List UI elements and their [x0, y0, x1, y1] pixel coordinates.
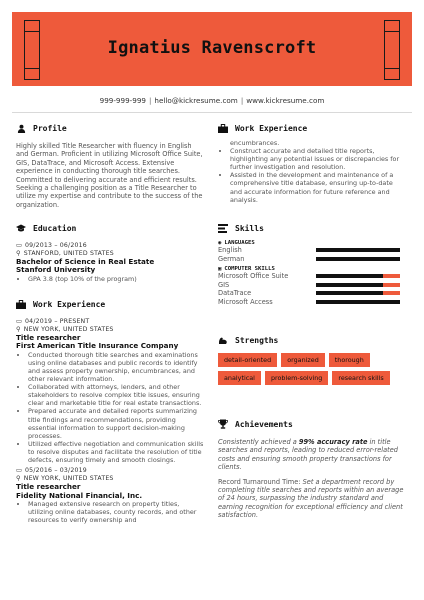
education-location: STANFORD, UNITED STATES [23, 250, 114, 257]
skill-bar-fill [383, 274, 400, 278]
section-title: Achievements [235, 419, 293, 429]
skill-row: Microsoft Access [218, 298, 406, 307]
list-item: • Utilized effective negotiation and communication skills to resolve disputes and facilitate the resolution of title defects, ensuring timely and smooth closings. [28, 440, 204, 464]
skill-row: German [218, 255, 406, 264]
person-icon [16, 123, 26, 133]
strength-tag: detail-oriented [218, 353, 277, 367]
strength-tag: analytical [218, 371, 261, 385]
section-title: Work Experience [33, 299, 106, 309]
list-item: • Prepared accurate and detailed reports summarizing title findings and recommendations, providing essential information to support decision-making processes. [28, 407, 204, 439]
muscle-icon [218, 335, 228, 345]
strength-tag: thorough [329, 353, 370, 367]
skill-bar-fill [383, 283, 400, 287]
calendar-icon: ▭ [16, 242, 23, 249]
degree: Bachelor of Science in Real Estate [16, 257, 155, 266]
profile-section [16, 122, 204, 209]
skill-bar [316, 300, 400, 304]
skill-row: GIS [218, 281, 406, 290]
work-experience-continued-section [218, 122, 406, 204]
section-title: Work Experience [235, 123, 308, 133]
skill-bar-fill [383, 291, 400, 295]
job-role: Title researcher [16, 333, 81, 342]
strengths-tags [218, 353, 398, 385]
phone: 999-999-999 [99, 96, 146, 105]
job-dates: 05/2016 – 03/2019 [25, 467, 87, 475]
job-role: Title researcher [16, 482, 81, 492]
bar-chart-icon [218, 223, 228, 233]
location-pin-icon: ⚲ [16, 250, 21, 257]
list-item: • Assisted in the development and maintenance of a comprehensive title database, ensuring up-to-date and accurate information for future reference and analysis. [230, 171, 406, 203]
candidate-name: Ignatius Ravenscroft [107, 38, 317, 58]
languages-label: LANGUAGES [224, 240, 255, 246]
section-title: Profile [33, 123, 67, 133]
work-experience-section [16, 298, 204, 524]
strength-tag: research skills [332, 371, 389, 385]
section-title: Skills [235, 223, 264, 233]
contact-line: 999-999-999 | hello@kickresume.com | www.kickresume.com [99, 96, 325, 105]
email-link[interactable]: hello@kickresume.com [154, 96, 238, 105]
globe-icon: ◉ [218, 240, 222, 246]
skill-row: DataTrace [218, 289, 406, 298]
trophy-icon [218, 419, 228, 429]
job-company: First American Title Insurance Company [16, 341, 179, 351]
job-location: NEW YORK, UNITED STATES [23, 475, 114, 483]
achievement-1: Consistently achieved a 99% accuracy rate in title searches and reports, leading to reduced error-related costs and ensuring smooth property transactions for clients. [218, 438, 398, 472]
list-item: • GPA 3.8 (top 10% of the program) [28, 275, 204, 283]
briefcase-icon [218, 123, 228, 133]
briefcase-icon [16, 299, 26, 309]
education-section [16, 222, 204, 283]
skill-bar [316, 283, 400, 287]
list-item: • Collaborated with attorneys, lenders, and other stakeholders to resolve complex title issues, ensuring clear and marketable title for real estate transactions. [28, 383, 204, 407]
website-link[interactable]: www.kickresume.com [246, 96, 325, 105]
section-title: Education [33, 223, 77, 233]
strength-tag: problem-solving [265, 371, 328, 385]
skill-bar [316, 274, 400, 278]
skills-section [218, 222, 406, 306]
list-item: • Managed extensive research on property titles, utilizing online databases, county records, and other resources to verify ownership and [28, 500, 204, 524]
profile-text: Highly skilled Title Researcher with fluency in English and German. Proficient in utilizing Microsoft Office Suite, GIS, DataTrace, and Microsoft Access. Extensive experience in conducting thorough title searches. Committed to delivering accurate and efficient results. Seeking a challenging position as a Title Researcher to utilize my expertise and contribute to the success of the organization. [16, 142, 203, 209]
education-dates: 09/2013 – 06/2016 [25, 242, 87, 249]
skill-bar [316, 248, 400, 252]
list-item: • Conducted thorough title searches and examinations using online databases and public records to identify and assess property ownership, encumbrances, and other relevant information. [28, 351, 204, 383]
calendar-icon: ▭ [16, 467, 23, 475]
strength-tag: organized [281, 353, 325, 367]
job-location: NEW YORK, UNITED STATES [23, 326, 114, 333]
computer-skills-label: COMPUTER SKILLS [224, 266, 275, 272]
graduation-cap-icon [16, 223, 26, 233]
skill-row: Microsoft Office Suite [218, 272, 406, 281]
location-pin-icon: ⚲ [16, 475, 21, 483]
job-dates: 04/2019 – PRESENT [25, 318, 90, 325]
header-banner [12, 12, 412, 86]
list-item: encumbrances. [230, 139, 280, 147]
skill-bar [316, 291, 400, 295]
divider [12, 112, 412, 113]
calendar-icon: ▭ [16, 318, 23, 325]
school: Stanford University [16, 265, 96, 275]
skill-row: English [218, 246, 406, 255]
section-title: Strengths [235, 335, 279, 345]
achievement-2: Record Turnaround Time: Set a department record by completing title searches and reports within an average of 24 hours, surpassing the industry standard and earning recognition for exceptional efficiency and client satisfaction. [218, 477, 404, 520]
location-pin-icon: ⚲ [16, 326, 21, 333]
strengths-section [218, 334, 406, 385]
job-company: Fidelity National Financial, Inc. [16, 490, 143, 500]
achievements-section [218, 418, 406, 520]
computer-icon: ▣ [218, 266, 222, 272]
skill-bar [316, 257, 400, 261]
list-item: • Construct accurate and detailed title reports, highlighting any potential issues or discrepancies for further investigation and resolution. [230, 147, 406, 171]
